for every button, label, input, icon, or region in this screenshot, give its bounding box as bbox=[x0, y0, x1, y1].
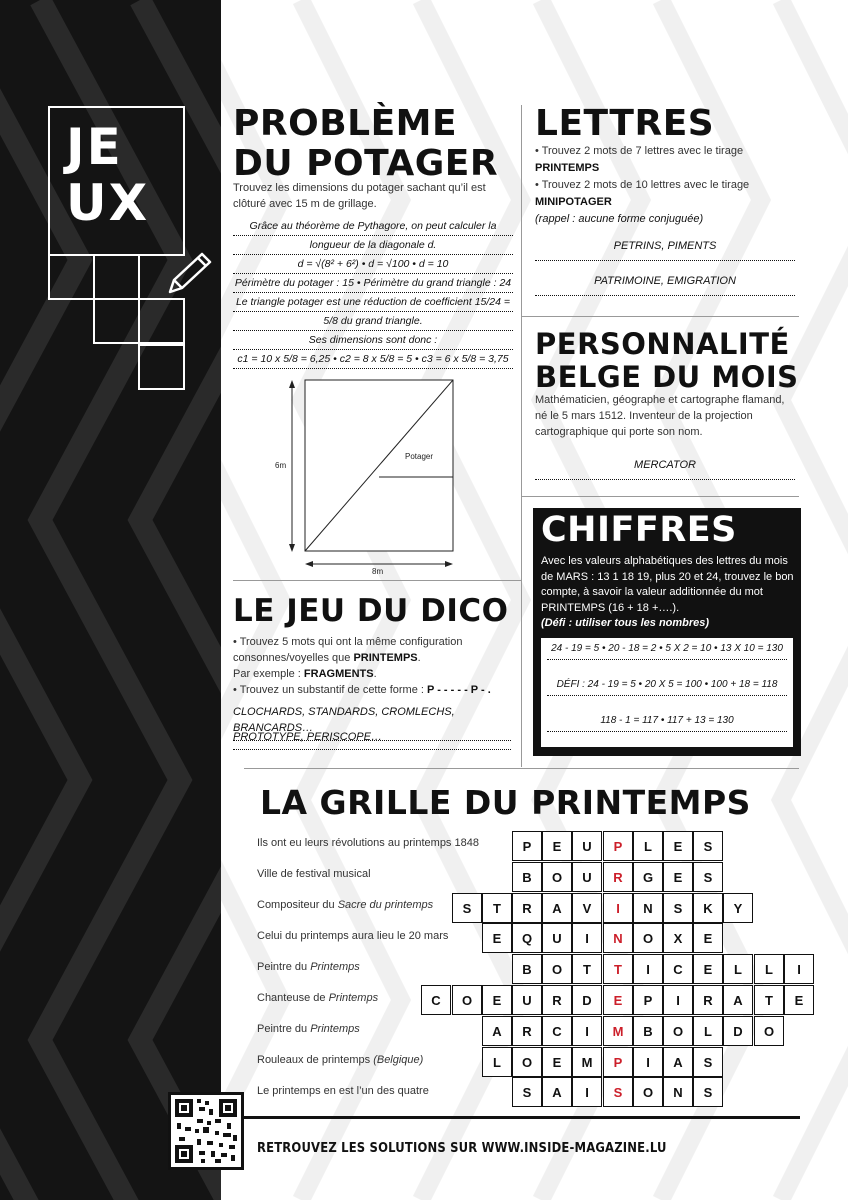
chiffres-line: PRINTEMPS (16 + 18 +….). bbox=[541, 601, 680, 614]
logo-grid-square bbox=[93, 298, 140, 344]
clue-text: Chanteuse de bbox=[257, 992, 329, 1004]
chiffres-box bbox=[533, 508, 801, 756]
clue-emphasis: Printemps bbox=[310, 1023, 360, 1035]
grille-clue bbox=[257, 930, 448, 942]
dico-title: LE JEU DU DICO bbox=[233, 593, 509, 629]
chiffres-defi: (Défi : utiliser tous les nombres) bbox=[541, 617, 710, 629]
chiffres-answer-box bbox=[541, 638, 793, 747]
grid-cell[interactable]: T bbox=[603, 954, 633, 984]
grid-cell[interactable]: O bbox=[633, 1077, 663, 1107]
grid-cell[interactable]: M bbox=[603, 1016, 633, 1046]
jeux-logo bbox=[48, 106, 185, 256]
grid-cell[interactable]: S bbox=[663, 893, 693, 923]
grid-cell[interactable]: R bbox=[512, 1016, 542, 1046]
grid-cell[interactable]: S bbox=[693, 1047, 723, 1077]
grid-cell[interactable]: E bbox=[482, 923, 512, 953]
lettres-text bbox=[535, 143, 800, 228]
grille-clue bbox=[257, 992, 378, 1004]
dico-answer: PROTOTYPE, PERISCOPE… bbox=[233, 729, 511, 750]
grid-cell[interactable]: O bbox=[512, 1047, 542, 1077]
grid-cell[interactable]: B bbox=[512, 862, 542, 892]
grid-cell[interactable]: D bbox=[723, 1016, 753, 1046]
grid-cell[interactable]: S bbox=[603, 1077, 633, 1107]
grid-cell[interactable]: E bbox=[542, 1047, 572, 1077]
solution-line: Grâce au théorème de Pythagore, on peut calculer la bbox=[233, 217, 513, 236]
grid-cell[interactable]: S bbox=[452, 893, 482, 923]
clue-text: Ville de festival musical bbox=[257, 868, 371, 880]
logo-grid-square bbox=[48, 254, 95, 300]
logo-grid-square bbox=[138, 344, 185, 390]
dico-line-text: consonnes/voyelles que bbox=[233, 652, 354, 664]
grid-cell[interactable]: D bbox=[572, 985, 602, 1015]
grid-cell[interactable]: T bbox=[482, 893, 512, 923]
grid-cell[interactable]: I bbox=[633, 1047, 663, 1077]
personnalite-desc bbox=[535, 392, 803, 440]
clue-text: Celui du printemps aura lieu le 20 mars bbox=[257, 930, 449, 942]
clue-text: Peintre du bbox=[257, 1023, 311, 1035]
divider bbox=[233, 580, 521, 581]
personnalite-title bbox=[535, 327, 799, 394]
grid-cell[interactable]: M bbox=[572, 1047, 602, 1077]
grille-title: LA GRILLE DU PRINTEMPS bbox=[260, 783, 751, 822]
grille-clue bbox=[257, 899, 433, 911]
dico-keyword: FRAGMENTS bbox=[303, 668, 374, 680]
dico-text bbox=[233, 634, 511, 698]
dico-line bbox=[233, 650, 511, 666]
grid-cell[interactable]: I bbox=[633, 954, 663, 984]
grid-cell[interactable]: C bbox=[663, 954, 693, 984]
grid-cell[interactable]: O bbox=[452, 985, 482, 1015]
grid-cell[interactable]: P bbox=[603, 831, 633, 861]
clue-text: Ils ont eu leurs révolutions au printemps 1848 bbox=[257, 837, 479, 849]
chiffres-answer: 118 - 1 = 117 • 117 + 13 = 130 bbox=[547, 715, 787, 732]
grille-clue bbox=[257, 868, 371, 880]
grid-cell[interactable]: U bbox=[542, 923, 572, 953]
grid-cell[interactable]: N bbox=[633, 893, 663, 923]
grid-cell[interactable]: S bbox=[693, 831, 723, 861]
chiffres-desc bbox=[541, 554, 795, 632]
solution-line: 5/8 du grand triangle. bbox=[233, 312, 513, 331]
grid-cell[interactable]: T bbox=[754, 985, 784, 1015]
potager-intro-line: clôturé avec 15 m de grillage. bbox=[233, 198, 377, 210]
grid-cell[interactable]: O bbox=[542, 954, 572, 984]
dico-line bbox=[233, 682, 511, 698]
dico-line-text: . bbox=[417, 652, 421, 664]
lettres-title: LETTRES bbox=[535, 103, 715, 144]
lettres-note: (rappel : aucune forme conjuguée) bbox=[535, 213, 704, 225]
grille-clue bbox=[257, 961, 360, 973]
grid-cell[interactable]: L bbox=[693, 1016, 723, 1046]
diagram-label-height: 6m bbox=[275, 461, 287, 470]
solution-line: longueur de la diagonale d. bbox=[233, 236, 513, 255]
grille-clue bbox=[257, 1054, 423, 1066]
chiffres-answer: DÉFI : 24 - 19 = 5 • 20 X 5 = 100 • 100 + 18 = 118 bbox=[547, 679, 787, 696]
lettres-line: • Trouvez 2 mots de 7 lettres avec le tirage bbox=[535, 145, 744, 157]
grid-cell[interactable]: N bbox=[663, 1077, 693, 1107]
column-divider bbox=[521, 105, 522, 767]
grid-cell[interactable]: I bbox=[603, 893, 633, 923]
clue-text: Le printemps en est l’un des quatre bbox=[257, 1085, 429, 1097]
divider bbox=[521, 316, 799, 317]
grid-cell[interactable]: E bbox=[482, 985, 512, 1015]
solution-line: d = √(8² + 6²) • d = √100 • d = 10 bbox=[233, 255, 513, 274]
grid-cell[interactable]: E bbox=[693, 954, 723, 984]
potager-intro-line: Trouvez les dimensions du potager sachant qu’il est bbox=[233, 182, 486, 194]
personnalite-line: cartographique qui porte son nom. bbox=[535, 426, 703, 438]
logo-grid-square bbox=[138, 298, 185, 344]
grid-cell[interactable]: A bbox=[723, 985, 753, 1015]
potager-title-line-2: DU POTAGER bbox=[233, 143, 499, 184]
grid-cell[interactable]: P bbox=[603, 1047, 633, 1077]
dico-line-text: • Trouvez un substantif de cette forme : bbox=[233, 684, 428, 696]
grille-clue bbox=[257, 837, 479, 849]
grid-cell[interactable]: C bbox=[542, 1016, 572, 1046]
personnalite-line: Mathématicien, géographe et cartographe flamand, bbox=[535, 394, 785, 406]
grid-cell[interactable]: S bbox=[693, 1077, 723, 1107]
grid-cell[interactable]: E bbox=[542, 831, 572, 861]
grille-clue bbox=[257, 1023, 360, 1035]
grid-cell[interactable]: C bbox=[421, 985, 451, 1015]
grid-cell[interactable]: I bbox=[784, 954, 814, 984]
grid-cell[interactable]: I bbox=[572, 1077, 602, 1107]
dico-line: • Trouvez 5 mots qui ont la même configuration bbox=[233, 636, 463, 648]
grid-cell[interactable]: Y bbox=[723, 893, 753, 923]
grid-cell[interactable]: K bbox=[693, 893, 723, 923]
grid-cell[interactable]: E bbox=[663, 862, 693, 892]
solution-line: c1 = 10 x 5/8 = 6,25 • c2 = 8 x 5/8 = 5 • c3 = 6 x 5/8 = 3,75 bbox=[233, 350, 513, 369]
grid-cell[interactable]: S bbox=[512, 1077, 542, 1107]
personnalite-line: né le 5 mars 1512. Inventeur de la projection bbox=[535, 410, 753, 422]
grid-cell[interactable]: L bbox=[633, 831, 663, 861]
personnalite-answer: MERCATOR bbox=[535, 457, 795, 480]
solution-line: Ses dimensions sont donc : bbox=[233, 331, 513, 350]
clue-emphasis: (Belgique) bbox=[373, 1054, 424, 1066]
potager-title-line-1: PROBLÈME bbox=[233, 103, 458, 144]
logo-line-1: JE bbox=[66, 118, 123, 176]
potager-intro bbox=[233, 180, 513, 212]
grid-cell[interactable]: I bbox=[572, 923, 602, 953]
lettres-word: MINIPOTAGER bbox=[535, 196, 612, 208]
potager-diagram bbox=[268, 375, 468, 580]
grid-cell[interactable]: T bbox=[572, 954, 602, 984]
grid-cell[interactable]: X bbox=[663, 923, 693, 953]
qr-code bbox=[168, 1092, 244, 1170]
dico-line bbox=[233, 666, 511, 682]
grid-cell[interactable]: A bbox=[542, 893, 572, 923]
footer-rule bbox=[244, 1116, 800, 1119]
grid-cell[interactable]: L bbox=[723, 954, 753, 984]
footer-text: RETROUVEZ LES SOLUTIONS SUR WWW.INSIDE-MAGAZINE.LU bbox=[257, 1140, 667, 1156]
chiffres-answer: 24 - 19 = 5 • 20 - 18 = 2 • 5 X 2 = 10 • 13 X 10 = 130 bbox=[547, 643, 787, 660]
divider bbox=[521, 496, 799, 497]
logo-grid-square bbox=[93, 254, 140, 300]
solution-line: Périmètre du potager : 15 • Périmètre du grand triangle : 24 bbox=[233, 274, 513, 293]
personnalite-title-line-2: BELGE DU MOIS bbox=[535, 360, 799, 394]
grid-cell[interactable]: P bbox=[633, 985, 663, 1015]
grid-cell[interactable]: A bbox=[542, 1077, 572, 1107]
grid-cell[interactable]: R bbox=[603, 862, 633, 892]
grid-cell[interactable]: E bbox=[603, 985, 633, 1015]
lettres-answer: PATRIMOINE, EMIGRATION bbox=[535, 273, 795, 296]
grid-cell[interactable]: U bbox=[572, 831, 602, 861]
grid-cell[interactable]: E bbox=[784, 985, 814, 1015]
dico-pattern: P - - - - - P - . bbox=[427, 684, 491, 696]
solution-line: Le triangle potager est une réduction de coefficient 15/24 = bbox=[233, 293, 513, 312]
diagram-label-potager: Potager bbox=[405, 452, 434, 461]
lettres-answer: PETRINS, PIMENTS bbox=[535, 238, 795, 261]
clue-text: Peintre du bbox=[257, 961, 311, 973]
grid-cell[interactable]: P bbox=[512, 831, 542, 861]
dico-line-text: Par exemple : bbox=[233, 668, 304, 680]
grid-cell[interactable]: O bbox=[542, 862, 572, 892]
grid-cell[interactable]: B bbox=[512, 954, 542, 984]
grille-clue bbox=[257, 1085, 429, 1097]
grid-cell[interactable]: S bbox=[693, 862, 723, 892]
personnalite-title-line-1: PERSONNALITÉ bbox=[535, 327, 790, 361]
grid-cell[interactable]: R bbox=[542, 985, 572, 1015]
clue-emphasis: Sacre du printemps bbox=[337, 899, 434, 911]
diagram-label-width: 8m bbox=[372, 567, 384, 576]
grid-cell[interactable]: I bbox=[572, 1016, 602, 1046]
chiffres-line: compte, à savoir la valeur additionnée du mot bbox=[541, 586, 763, 598]
clue-text: Compositeur du bbox=[257, 899, 338, 911]
grid-cell[interactable]: B bbox=[633, 1016, 663, 1046]
grid-cell[interactable]: O bbox=[754, 1016, 784, 1046]
grid-cell[interactable]: A bbox=[663, 1047, 693, 1077]
potager-solution bbox=[233, 217, 513, 369]
grid-cell[interactable]: E bbox=[693, 923, 723, 953]
grid-cell[interactable]: L bbox=[754, 954, 784, 984]
divider bbox=[244, 768, 799, 769]
potager-title bbox=[233, 103, 499, 184]
grid-cell[interactable]: A bbox=[482, 1016, 512, 1046]
chiffres-line: de MARS : 13 1 18 19, plus 20 et 24, trouvez le bon bbox=[541, 570, 794, 583]
grid-cell[interactable]: V bbox=[572, 893, 602, 923]
lettres-line: • Trouvez 2 mots de 10 lettres avec le tirage bbox=[535, 179, 750, 191]
grid-cell[interactable]: E bbox=[663, 831, 693, 861]
grid-cell[interactable]: G bbox=[633, 862, 663, 892]
dico-answer: CLOCHARDS, STANDARDS, CROMLECHS, BRANCARDS… bbox=[233, 704, 511, 741]
grid-cell[interactable]: U bbox=[572, 862, 602, 892]
grid-cell[interactable]: L bbox=[482, 1047, 512, 1077]
lettres-word: PRINTEMPS bbox=[535, 162, 600, 174]
grid-cell[interactable]: O bbox=[633, 923, 663, 953]
clue-text: Rouleaux de printemps bbox=[257, 1054, 374, 1066]
dico-line-text: . bbox=[373, 668, 377, 680]
grid-cell[interactable]: U bbox=[512, 985, 542, 1015]
qr-code-icon bbox=[171, 1095, 241, 1167]
dico-keyword: PRINTEMPS bbox=[353, 652, 418, 664]
clue-emphasis: Printemps bbox=[310, 961, 360, 973]
chiffres-title: CHIFFRES bbox=[541, 510, 737, 550]
chiffres-line: Avec les valeurs alphabétiques des lettres du mois bbox=[541, 555, 788, 567]
grid-cell[interactable]: I bbox=[663, 985, 693, 1015]
grid-cell[interactable]: R bbox=[693, 985, 723, 1015]
grid-cell[interactable]: N bbox=[603, 923, 633, 953]
pencil-icon bbox=[160, 248, 216, 300]
clue-emphasis: Printemps bbox=[328, 992, 379, 1004]
grid-cell[interactable]: R bbox=[512, 893, 542, 923]
grid-cell[interactable]: O bbox=[663, 1016, 693, 1046]
logo-line-2: UX bbox=[66, 174, 150, 232]
grid-cell[interactable]: Q bbox=[512, 923, 542, 953]
